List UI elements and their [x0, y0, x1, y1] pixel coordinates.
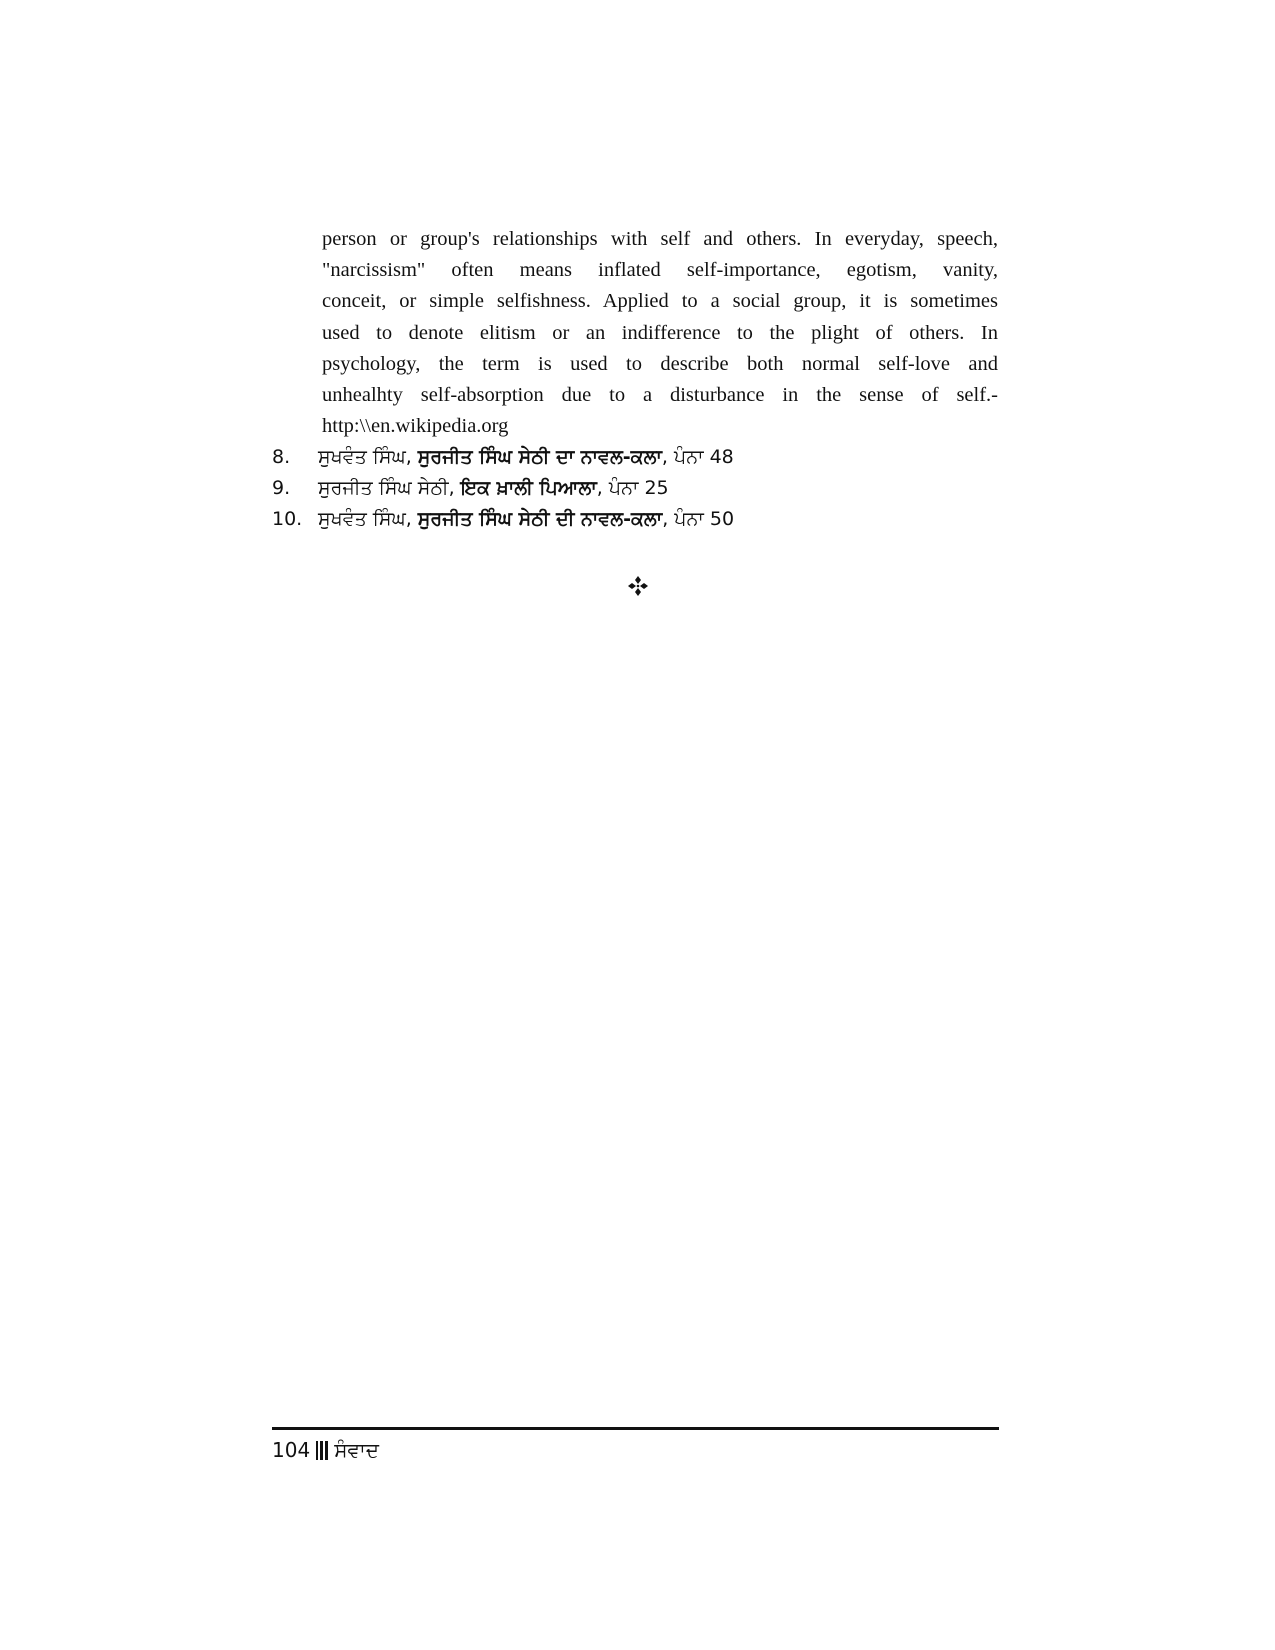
reference-item [272, 442, 998, 473]
four-diamond-ornament-icon [627, 575, 649, 597]
footnote-line: "narcissism" often means inflated self-importance, egotism, vanity, [322, 259, 998, 282]
reference-author: ਸੁਖਵੰਤ ਸਿੰਘ, [318, 446, 418, 468]
footnote-line: conceit, or simple selfishness. Applied to a social group, it is sometimes [322, 290, 998, 313]
journal-name: ਸੰਵਾਦ [334, 1438, 379, 1462]
page-number: 104 [272, 1438, 311, 1462]
footnote-continuation [322, 224, 998, 442]
reference-author: ਸੁਰਜੀਤ ਸਿੰਘ ਸੇਠੀ, [318, 477, 461, 499]
triple-bar-separator-icon [316, 1441, 328, 1460]
reference-number: 9. [272, 477, 291, 499]
footnote-source-url: http:\\en.wikipedia.org [322, 415, 509, 438]
footnote-line: person or group's relationships with self and others. In everyday, speech, [322, 228, 998, 250]
page-footer [272, 1436, 379, 1464]
reference-number: 8. [272, 446, 291, 468]
reference-author: ਸੁਖਵੰਤ ਸਿੰਘ, [318, 508, 418, 530]
reference-title: ਇਕ ਖ਼ਾਲੀ ਪਿਆਲਾ [460, 477, 597, 499]
reference-page: , ਪੰਨਾ 25 [596, 477, 669, 499]
footnote-line: psychology, the term is used to describe both normal self-love and [322, 352, 998, 375]
reference-item [272, 473, 998, 504]
reference-page: , ਪੰਨਾ 48 [661, 446, 734, 468]
footer-rule [272, 1427, 999, 1430]
footnote-line: unhealhty self-absorption due to a disturbance in the sense of self.- [322, 384, 998, 407]
reference-title: ਸੁਰਜੀਤ ਸਿੰਘ ਸੇਠੀ ਦਾ ਨਾਵਲ-ਕਲਾ [417, 446, 662, 468]
reference-title: ਸੁਰਜੀਤ ਸਿੰਘ ਸੇਠੀ ਦੀ ਨਾਵਲ-ਕਲਾ [417, 508, 663, 530]
reference-page: , ਪੰਨਾ 50 [662, 508, 735, 530]
footnote-line: used to denote elitism or an indifference to the plight of others. In [322, 321, 998, 344]
reference-list [272, 442, 998, 535]
reference-number: 10. [272, 508, 303, 530]
reference-item [272, 504, 998, 535]
